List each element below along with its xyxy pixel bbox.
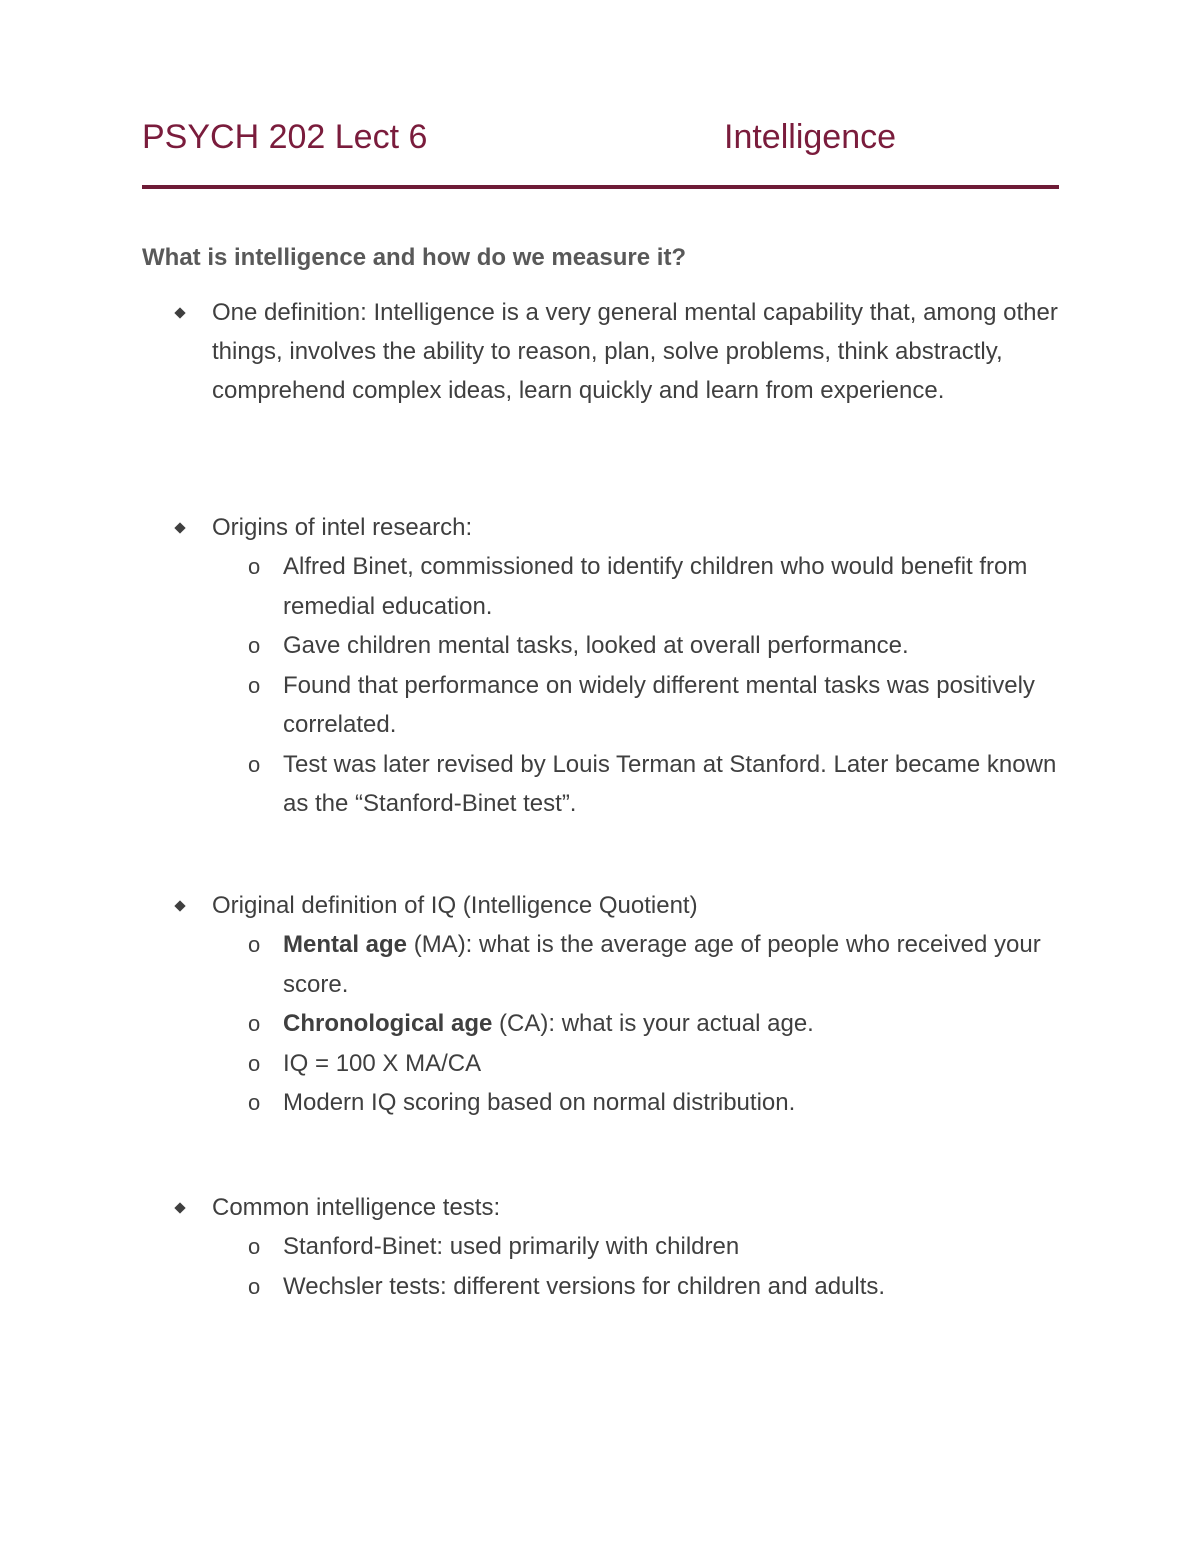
sub-item-text: (MA): what is the average age of people who received your score.	[283, 931, 1041, 998]
bullet-text: One definition: Intelligence is a very general mental capability that, among other things, involves the ability to reason, plan, solve problems, think abstractly, comprehend complex ideas, learn quickly and learn from experience.	[212, 299, 1058, 404]
bullet-diamond-icon	[174, 1202, 185, 1213]
bullet-block-definition	[172, 293, 1062, 410]
section-heading: What is intelligence and how do we measure it?	[142, 244, 687, 271]
sub-item	[212, 1267, 1062, 1307]
circle-bullet-icon: o	[248, 1050, 261, 1076]
bullet-diamond-icon	[174, 900, 185, 911]
document-header	[142, 118, 1058, 168]
sub-item-text: Alfred Binet, commissioned to identify children who would benefit from remedial education.	[283, 553, 1028, 620]
sub-item-text: Gave children mental tasks, looked at overall performance.	[283, 632, 909, 659]
bullet-block-tests	[172, 1188, 1062, 1306]
sub-item	[212, 745, 1062, 824]
sub-item	[212, 925, 1062, 1004]
sub-item	[212, 1044, 1062, 1084]
sub-list	[172, 925, 1062, 1123]
sub-item-text: Test was later revised by Louis Terman at Stanford. Later became known as the “Stanford-Binet test”.	[283, 750, 1057, 817]
sub-list	[172, 547, 1062, 824]
sub-item	[212, 1004, 1062, 1044]
circle-bullet-icon: o	[248, 1011, 261, 1036]
bullet-block-origins	[172, 508, 1062, 824]
sub-item-text: IQ = 100 X MA/CA	[283, 1049, 482, 1077]
sub-item-text: Found that performance on widely different mental tasks was positively correlated.	[283, 671, 1035, 738]
bullet-diamond-icon	[174, 522, 185, 533]
bullet-block-iq-definition	[172, 886, 1062, 1123]
sub-item	[212, 1083, 1062, 1123]
circle-bullet-icon: o	[248, 633, 261, 658]
bullet-item	[172, 1188, 1062, 1227]
circle-bullet-icon: o	[248, 672, 261, 698]
header-divider	[142, 185, 1059, 189]
sub-item	[212, 547, 1062, 626]
circle-bullet-icon: o	[248, 932, 261, 957]
term-mental-age: Mental age	[283, 931, 408, 958]
bullet-item	[172, 293, 1062, 410]
sub-item-text: Stanford-Binet: used primarily with children	[283, 1233, 740, 1260]
sub-item-text: Modern IQ scoring based on normal distribution.	[283, 1089, 796, 1116]
circle-bullet-icon: o	[248, 1273, 261, 1299]
bullet-text: Origins of intel research:	[212, 514, 473, 541]
bullet-text: Original definition of IQ (Intelligence Quotient)	[212, 892, 698, 919]
term-chronological-age: Chronological age	[283, 1010, 493, 1037]
bullet-item	[172, 886, 1062, 925]
bullet-text: Common intelligence tests:	[212, 1194, 501, 1221]
bullet-diamond-icon	[174, 307, 185, 318]
sub-item	[212, 1227, 1062, 1267]
bullet-item	[172, 508, 1062, 547]
sub-item-text: (CA): what is your actual age.	[492, 1010, 814, 1037]
sub-item	[212, 666, 1062, 745]
sub-item	[212, 626, 1062, 666]
circle-bullet-icon: o	[248, 1234, 261, 1259]
circle-bullet-icon: o	[248, 554, 261, 579]
course-title: PSYCH 202 Lect 6	[142, 118, 428, 156]
sub-list	[172, 1227, 1062, 1306]
circle-bullet-icon: o	[248, 1090, 261, 1115]
lecture-topic: Intelligence	[724, 118, 897, 156]
circle-bullet-icon: o	[248, 751, 261, 777]
sub-item-text: Wechsler tests: different versions for children and adults.	[283, 1272, 886, 1300]
